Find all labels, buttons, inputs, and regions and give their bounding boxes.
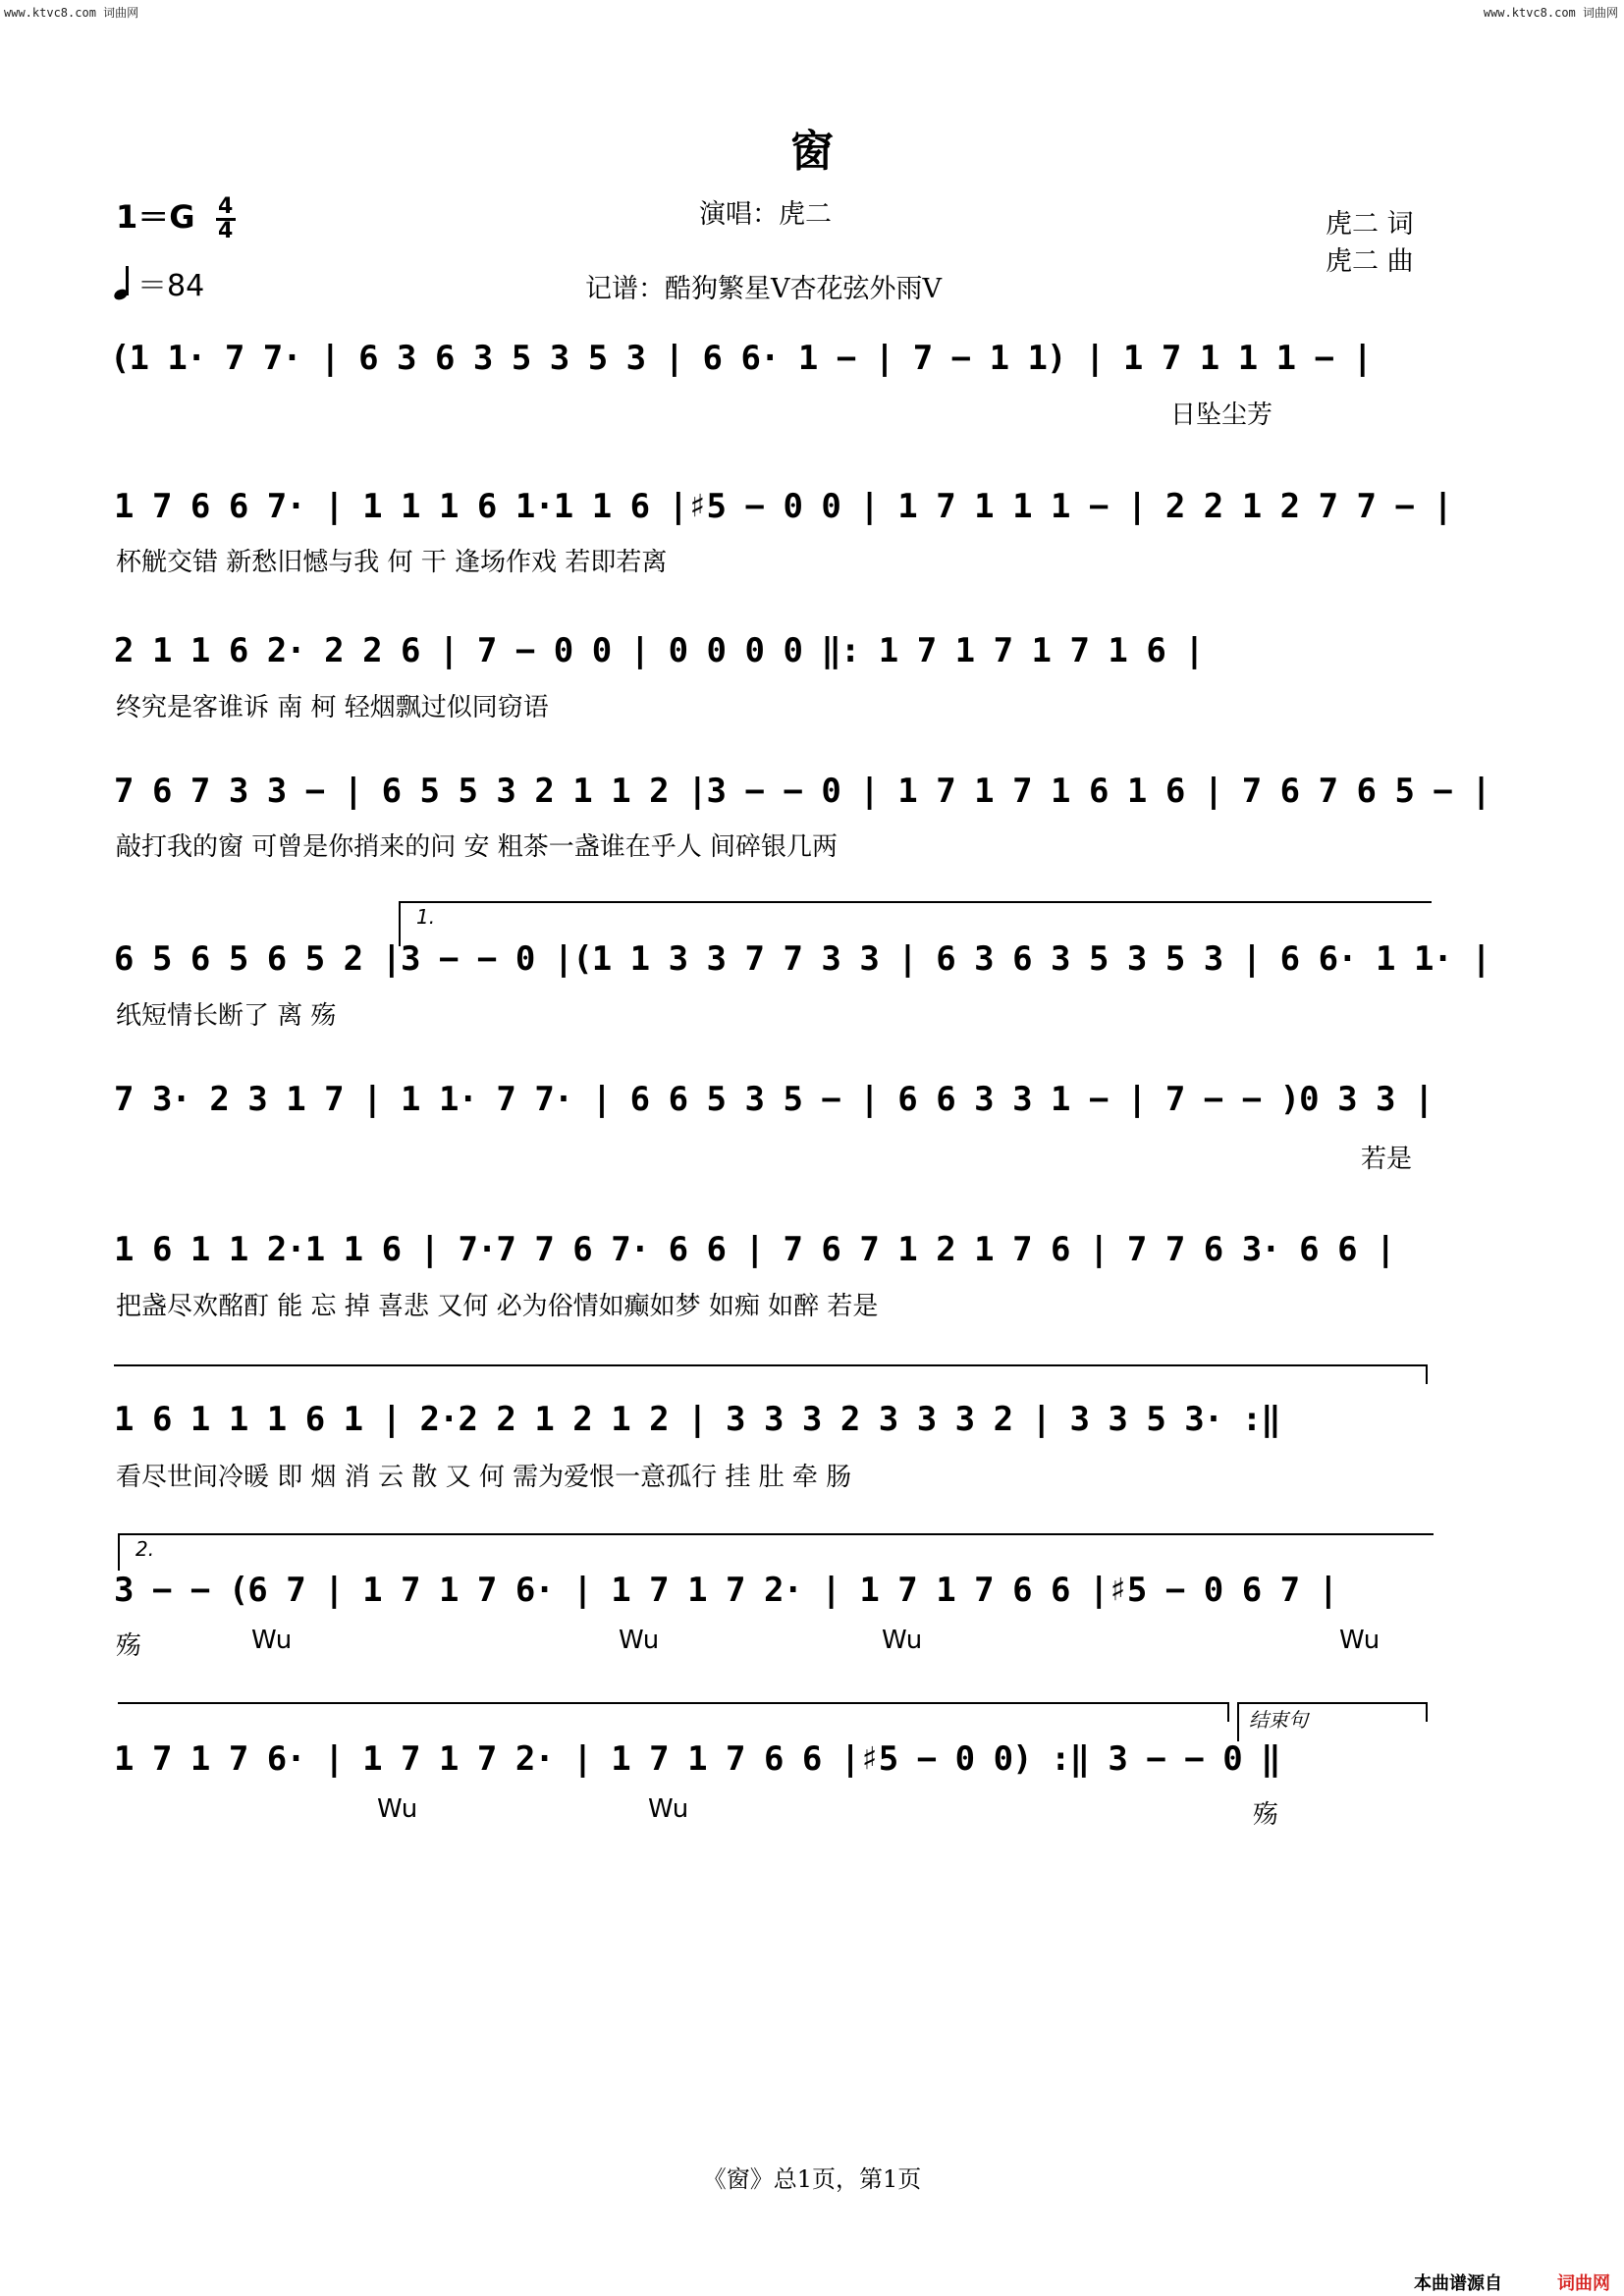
score-row-notes: 1 6 1 1 1 6 1 | 2·2 2 1 2 1 2 | 3 3 3 2 3 3 3 2 | 3 3 5 3· :‖ (114, 1400, 1280, 1439)
lyric-item: Wu (882, 1626, 923, 1655)
lyric-item: Wu (377, 1794, 418, 1824)
lyric-item: Wu (648, 1794, 689, 1824)
volta-2-label: 2. (135, 1537, 155, 1561)
score-row-notes: 2 1 1 6 2· 2 2 6 | 7 − 0 0 | 0 0 0 0 ‖: 1 7 1 7 1 7 1 6 | (114, 631, 1204, 670)
lyric-item: Wu (1339, 1626, 1380, 1655)
section-bracket-edge (1227, 1702, 1229, 1722)
composer-credit: 虎二 曲 (1326, 246, 1414, 277)
source-credit: 本曲谱源自 (1414, 2273, 1502, 2294)
tempo-value: ＝84 (137, 269, 205, 303)
lyricist-credit: 虎二 词 (1326, 209, 1414, 240)
volta-1-bracket (399, 901, 1432, 903)
time-top: 4 (218, 193, 234, 219)
ending-label: 结束句 (1249, 1708, 1308, 1732)
key-signature (116, 192, 236, 241)
score-row-lyrics: 把盏尽欢酩酊 能 忘 掉 喜悲 又何 必为俗情如癫如梦 如痴 如醉 若是 (116, 1292, 879, 1321)
score-row-lyrics: 杯觥交错 新愁旧憾与我 何 干 逢场作戏 若即若离 (116, 548, 668, 577)
lyric-item: 殇 (116, 1631, 142, 1661)
score-row-lyrics: 敲打我的窗 可曾是你捎来的问 安 粗茶一盏谁在乎人 间碎银几两 (116, 832, 839, 862)
score-row-notes: 1 7 1 7 6· | 1 7 1 7 2· | 1 7 1 7 6 6 |♯5 − 0 0) :‖ 3 − − 0 ‖ (114, 1739, 1280, 1779)
lyric-item: 殇 (1253, 1800, 1279, 1830)
key-label: 1＝G (116, 198, 195, 236)
brand-logo[interactable]: 词曲网 (1557, 2273, 1610, 2294)
section-bracket-edge (1426, 1364, 1428, 1384)
singer: 演唱：虎二 (699, 199, 832, 230)
volta-1-label: 1. (416, 905, 436, 929)
score-row-lyrics: 日坠尘芳 (1170, 400, 1273, 430)
score-row-notes: 6 5 6 5 6 5 2 |3 − − 0 |(1 1 3 3 7 7 3 3 | 6 3 6 3 5 3 5 3 | 6 6· 1 1· | (114, 939, 1490, 979)
score-row-notes: 1 7 6 6 7· | 1 1 1 6 1·1 1 6 |♯5 − 0 0 | 1 7 1 1 1 − | 2 2 1 2 7 7 − | (114, 487, 1452, 526)
time-signature (216, 193, 236, 243)
section-bracket (114, 1364, 1426, 1366)
score-row-lyrics: 终究是客谁诉 南 柯 轻烟飘过似同窃语 (116, 693, 549, 722)
score-row-notes: 7 6 7 3 3 − | 6 5 5 3 2 1 1 2 |3 − − 0 | 1 7 1 7 1 6 1 6 | 7 6 7 6 5 − | (114, 772, 1490, 811)
score-row-notes: (1 1· 7 7· | 6 3 6 3 5 3 5 3 | 6 6· 1 − | 7 − 1 1) | 1 7 1 1 1 − | (110, 339, 1373, 378)
song-title: 窗 (790, 127, 834, 177)
section-bracket (118, 1702, 1227, 1704)
tempo-marking (114, 261, 204, 304)
score-row-notes: 1 6 1 1 2·1 1 6 | 7·7 7 6 7· 6 6 | 7 6 7 1 2 1 7 6 | 7 7 6 3· 6 6 | (114, 1230, 1395, 1269)
site-watermark-right: www.ktvc8.com 词曲网 (1483, 6, 1618, 20)
ending-bracket-left (1237, 1702, 1239, 1741)
score-row-lyrics: 若是 (1361, 1145, 1413, 1174)
lyric-item: Wu (619, 1626, 660, 1655)
score-row-lyrics: 纸短情长断了 离 殇 (116, 1001, 337, 1031)
score-row-notes: 3 − − (6 7 | 1 7 1 7 6· | 1 7 1 7 2· | 1 7 1 7 6 6 |♯5 − 0 6 7 | (114, 1571, 1338, 1610)
ending-bracket-right (1426, 1702, 1428, 1722)
page-footer: 《窗》总1页，第1页 (702, 2165, 922, 2193)
score-row-notes: 7 3· 2 3 1 7 | 1 1· 7 7· | 6 6 5 3 5 − | 6 6 3 3 1 − | 7 − − )0 3 3 | (114, 1080, 1434, 1119)
volta-2-bracket-edge (118, 1533, 120, 1571)
lyric-item: Wu (251, 1626, 293, 1655)
transcriber-credit: 记谱：酷狗繁星V杏花弦外雨V (585, 274, 942, 304)
volta-2-bracket (118, 1533, 1434, 1535)
time-bottom: 4 (218, 218, 234, 243)
score-row-lyrics: 看尽世间冷暖 即 烟 消 云 散 又 何 需为爱恨一意孤行 挂 肚 牵 肠 (116, 1463, 852, 1492)
site-watermark-left: www.ktvc8.com 词曲网 (4, 6, 139, 20)
quarter-note-icon (114, 266, 132, 299)
